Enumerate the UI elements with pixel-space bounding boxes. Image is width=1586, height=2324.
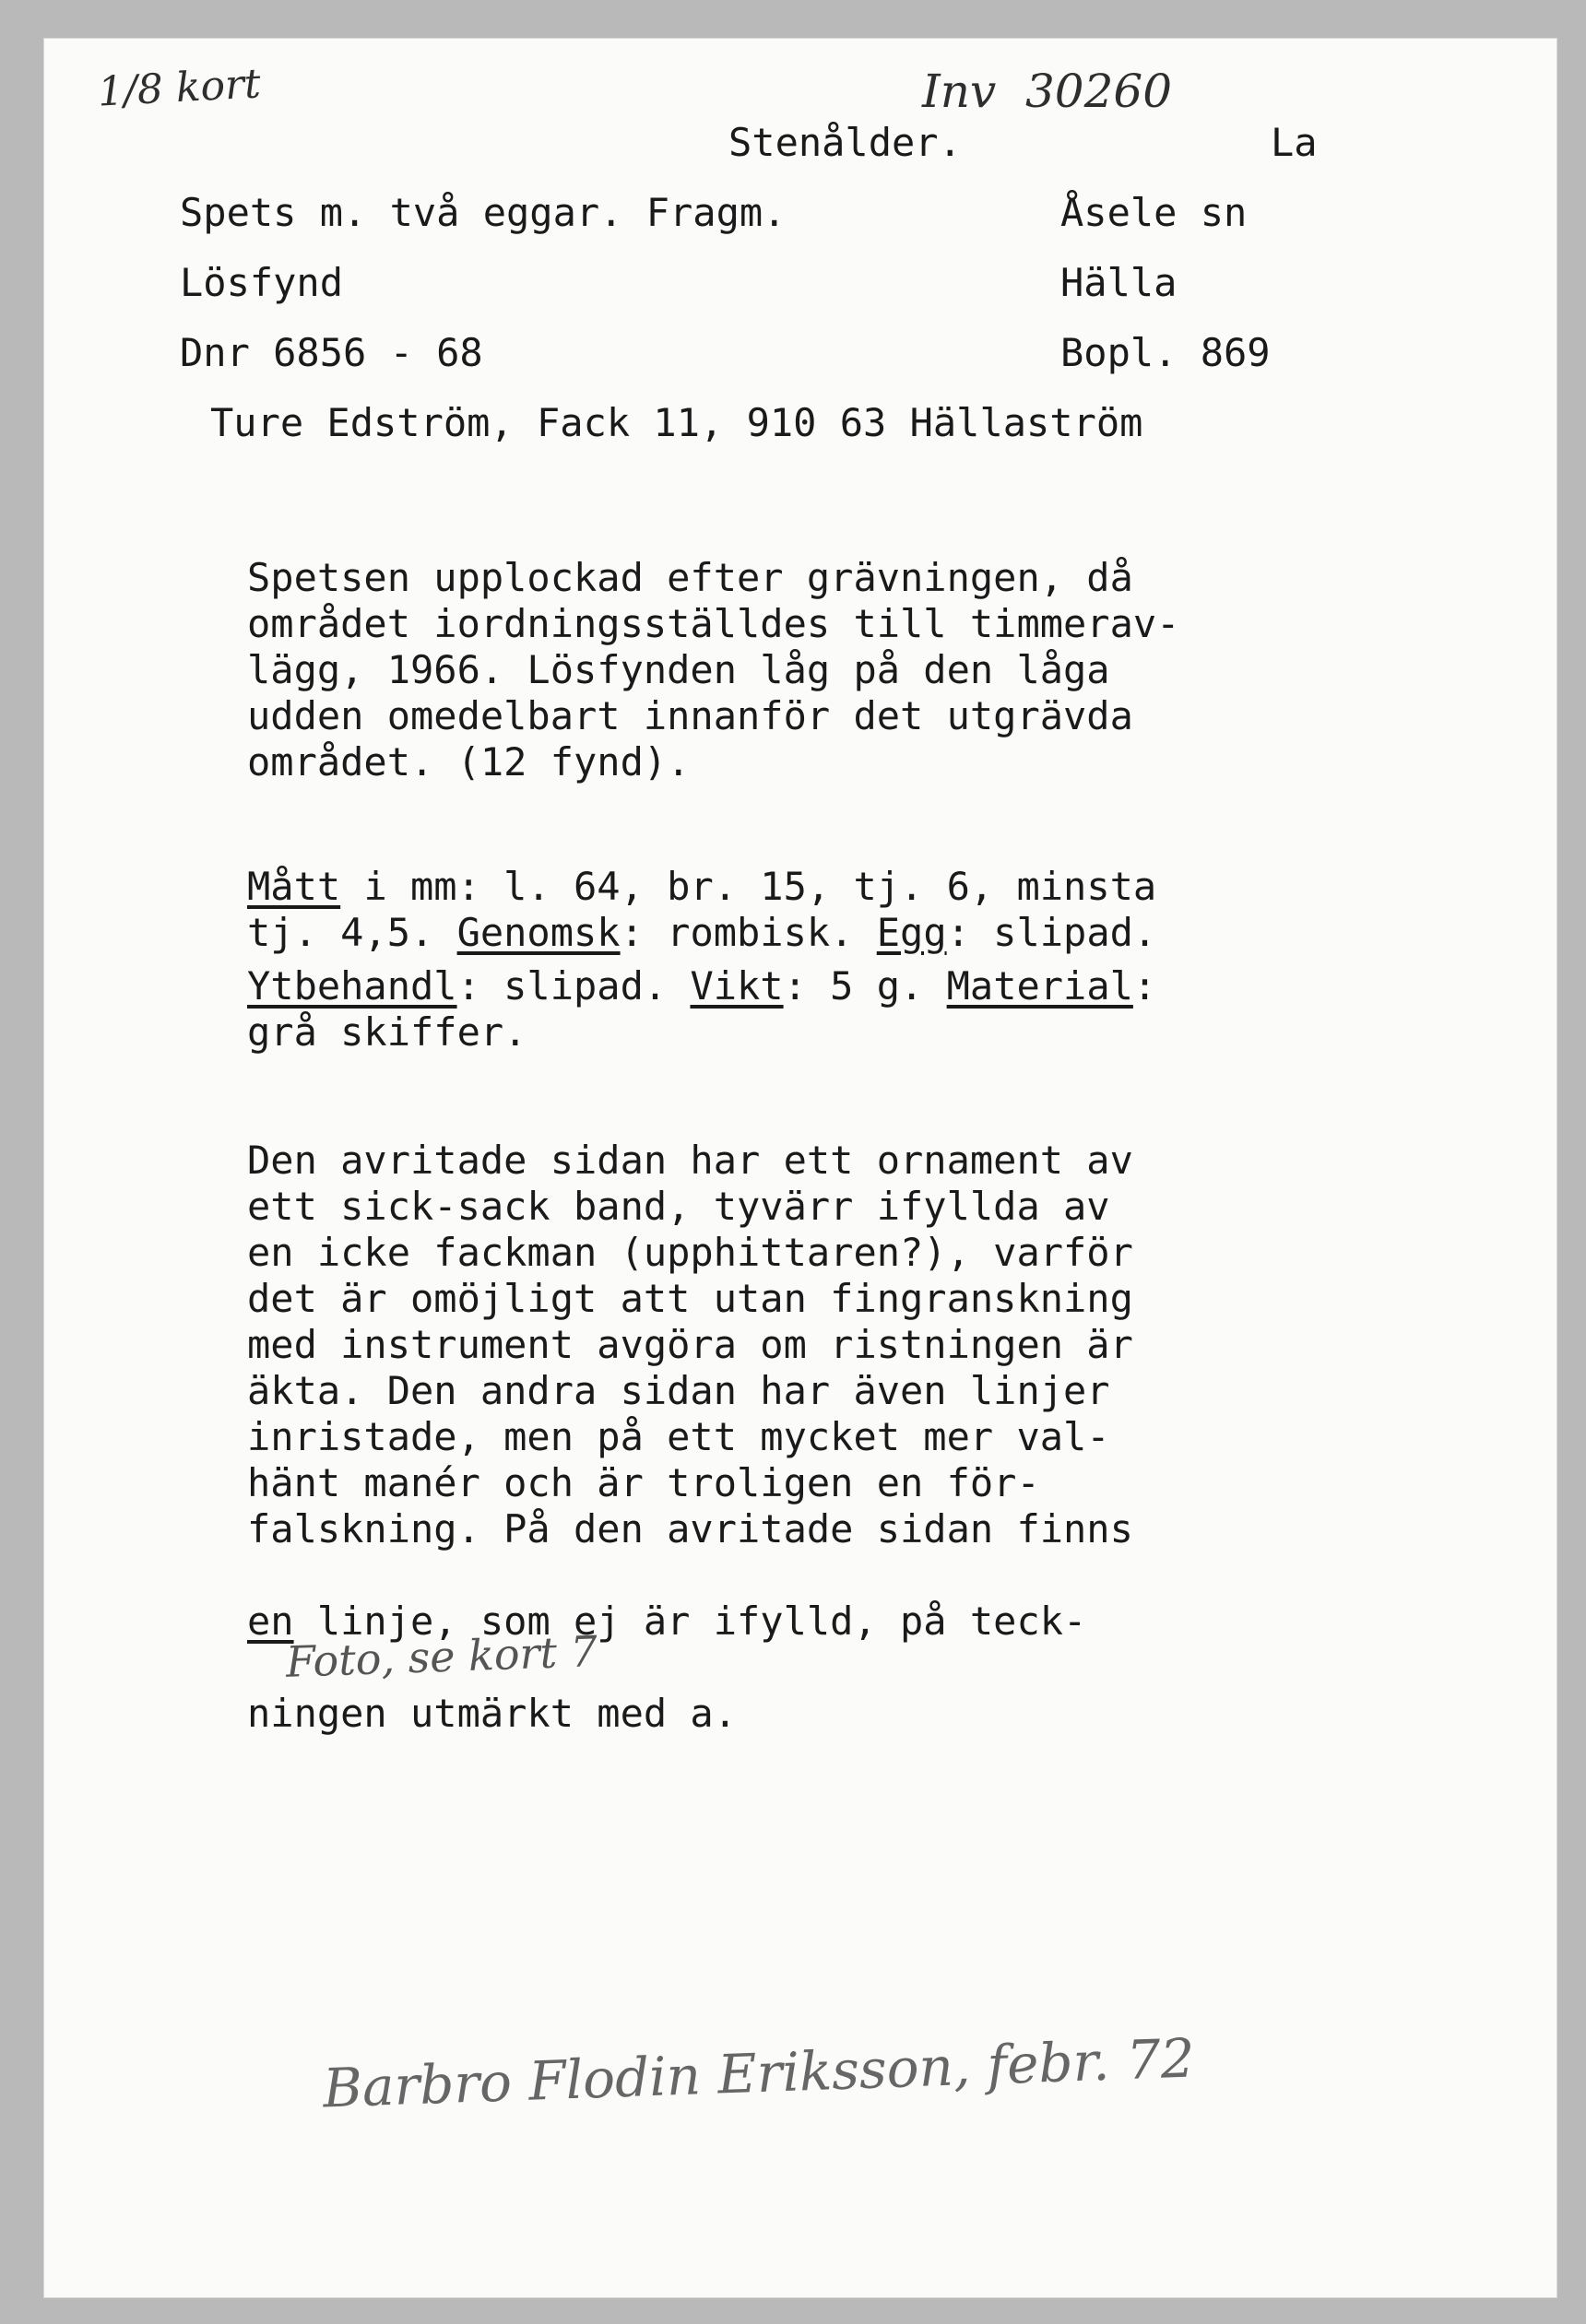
handwritten-signature: Barbro Flodin Eriksson, febr. 72 (322, 2026, 1196, 2120)
ornament-text: Den avritade sidan har ett ornament av ett sick-sack band, tyvärr ifyllda av en icke fackman (upphittaren?), varför det är omöjligt att utan fingranskning med instrument avgöra om ristningen är äkta. Den andra sidan har även linjer inristade, men på ett mycket mer val- hänt manér och är troligen en för- falskning. På den avritade sidan finns (247, 1138, 1133, 1551)
place-name: Hälla (1060, 260, 1178, 305)
finder-address: Ture Edström, Fack 11, 910 63 Hällaström (210, 400, 1143, 445)
thickness-min: tj. 4,5. (247, 910, 457, 955)
material-label: Material (946, 963, 1133, 1009)
cross-section-label: Genomsk (456, 910, 621, 955)
object-description: Spets m. två eggar. Fragm. (180, 190, 787, 235)
handwritten-photo-note: Foto, se kort 7 (285, 1626, 598, 1687)
edge-value: : slipad. (946, 910, 1157, 955)
line-text: linje, som ej är ifylld, på teck- (293, 1598, 1087, 1644)
find-type: Lösfynd (180, 260, 344, 305)
measurements-block (247, 864, 1156, 1056)
material-value: grå skiffer. (247, 1009, 527, 1055)
handwritten-card-note: 1/8 kort (96, 60, 262, 116)
line-en: en (247, 1598, 294, 1644)
surface-label: Ytbehandl (247, 963, 457, 1009)
drawing-reference: ningen utmärkt med a. (247, 1691, 738, 1736)
parish-label: Åsele sn (1060, 190, 1248, 235)
diary-number: Dnr 6856 - 68 (180, 330, 483, 375)
period-label: Stenålder. (728, 120, 962, 165)
edge-label: Egg (876, 910, 947, 955)
cross-section-value: : rombisk. (620, 910, 877, 955)
measure-label: Mått (247, 864, 341, 909)
province-label: La (1271, 120, 1318, 165)
weight-label: Vikt (690, 963, 784, 1009)
site-number: Bopl. 869 (1060, 330, 1271, 375)
material-colon: : (1132, 963, 1157, 1009)
surface-value: : slipad. (456, 963, 691, 1009)
measure-values: i mm: l. 64, br. 15, tj. 6, minsta (340, 864, 1157, 909)
description-paragraph-1: Spetsen upplockad efter grävningen, då området iordningsställdes till timmerav- lägg, 1966. Lösfynden låg på den låga udden omedelbart innanför det utgrävda området. (12 fynd). (247, 555, 1180, 784)
handwritten-inventory-number: Inv 30260 (922, 65, 1173, 118)
weight-value: : 5 g. (783, 963, 947, 1009)
